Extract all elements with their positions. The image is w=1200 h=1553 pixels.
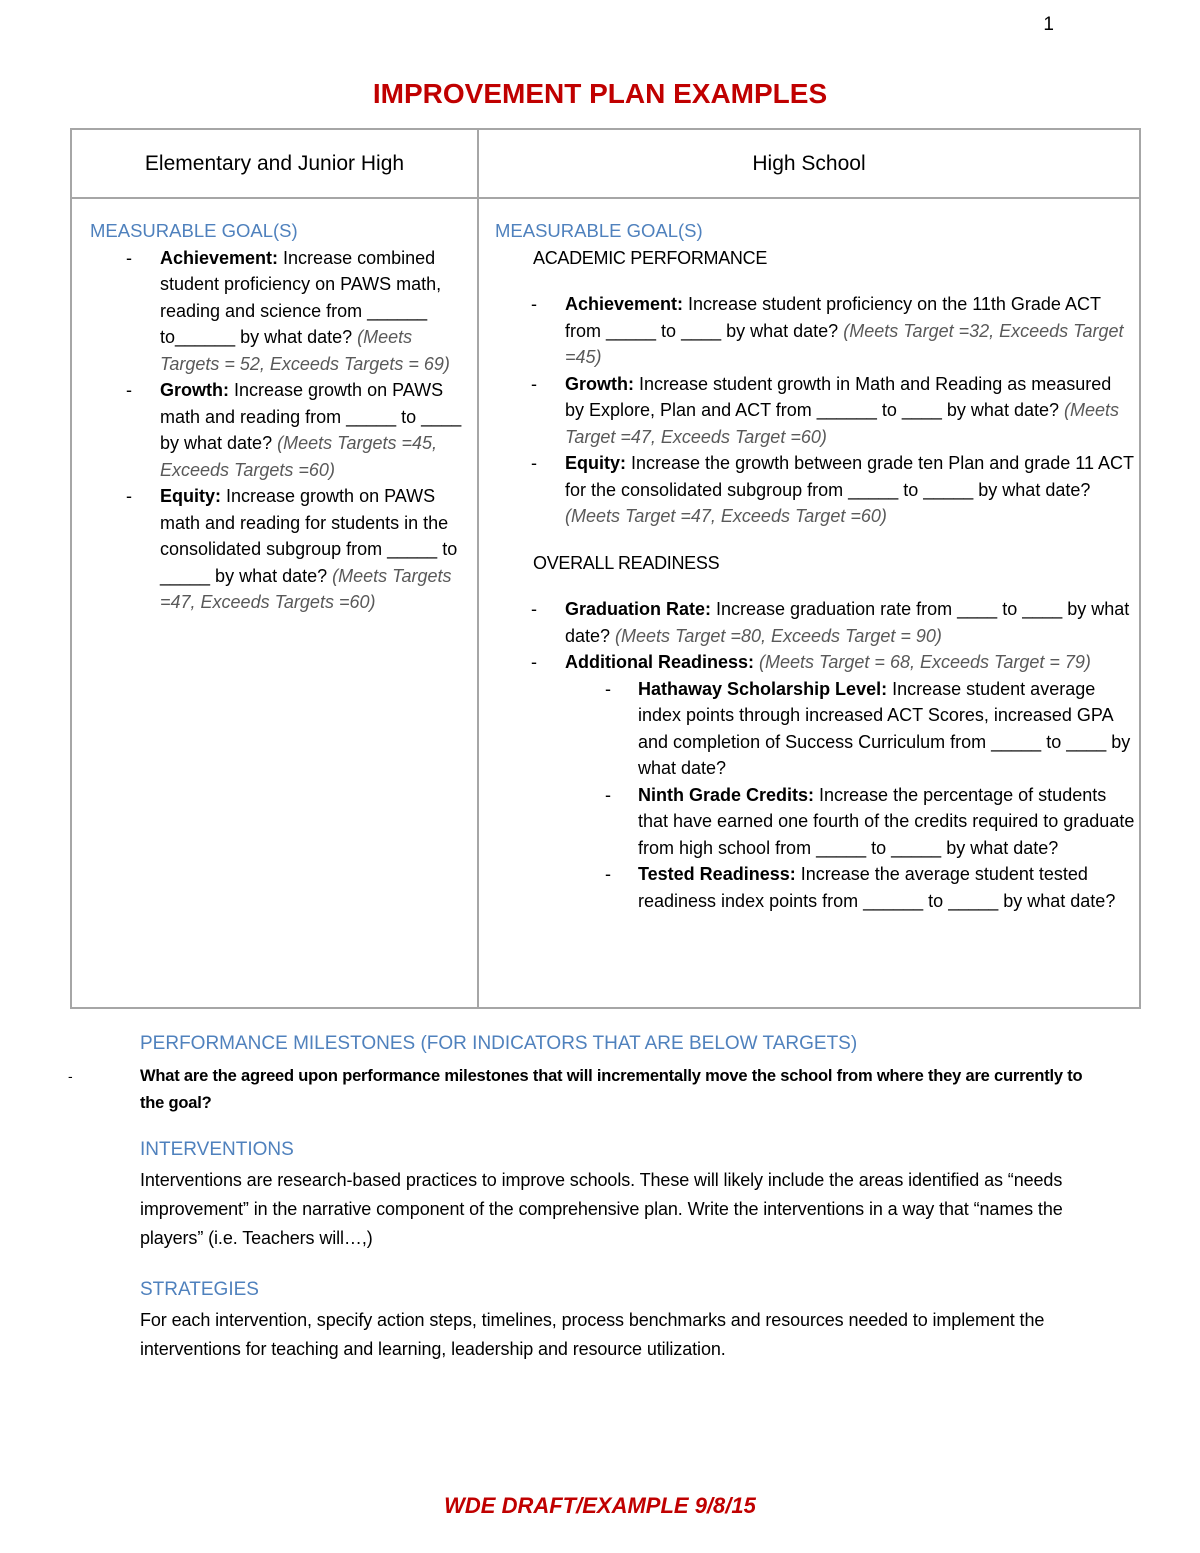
goal-term: Graduation Rate: [565,599,712,619]
column-header-elementary: Elementary and Junior High [144,152,405,175]
target-note: (Meets Targets =47, Exceeds Targets =60) [160,565,452,612]
target-note: (Meets Target =32, Exceeds Target =45) [565,320,1124,367]
goal-text: Increase student growth in Math and Reading as measured by Explore, Plan and ACT from ______ to ____ by what date? [565,373,1112,420]
overall-readiness-label: OVERALL READINESS [533,552,720,573]
footer-draft-label: WDE DRAFT/EXAMPLE 9/8/15 [444,1493,756,1518]
interventions-text: Interventions are research-based practices to improve schools. These will likely include the areas identified as “needs improvement” in the narrative component of the comprehensive plan. Write the interventions in a way that “names the players” (i.e. Teachers will…,) [140,1170,1063,1248]
goal-item [495,782,1135,862]
target-note: (Meets Target =47, Exceeds Target =60) [565,506,887,526]
goal-item [495,291,1135,371]
goal-item [495,649,1135,676]
goal-item [495,450,1135,530]
goal-term: Equity: [160,486,221,506]
target-note: (Meets Target =47, Exceeds Target =60) [565,400,1120,447]
page-number: 1 [1043,14,1054,35]
goal-text: Increase student proficiency on the 11th Grade ACT from _____ to ____ by what date? [565,294,1101,341]
target-note: (Meets Targets =45, Exceeds Targets =60) [160,433,438,480]
goal-term: Achievement: [160,247,279,268]
target-note: (Meets Target =80, Exceeds Target = 90) [615,625,942,646]
interventions-heading: INTERVENTIONS [140,1139,294,1160]
goal-term: Hathaway Scholarship Level: [638,678,888,699]
goal-term: Equity: [565,453,626,473]
readiness-goal-list [495,596,1135,676]
goal-item [90,377,466,483]
goal-text: Increase student average index points through increased ACT Scores, increased GPA and completion of Success Curriculum from _____ to ____ by what date? [638,678,1131,778]
goal-item [495,861,1135,914]
goal-text: Increase combined student proficiency on PAWS math, reading and science from ______ to______ by what date? [160,247,442,347]
goal-text: Increase growth on PAWS math and reading from _____ to ____ by what date? [160,380,462,453]
goal-item [90,245,466,378]
strategies-text: For each intervention, specify action steps, timelines, process benchmarks and resources needed to implement the interventions for teaching and learning, leadership and resource utilization. [140,1310,1045,1359]
goal-heading: MEASURABLE GOAL(S) [90,220,298,241]
improvement-plan-table [70,128,1141,1009]
goal-text: Increase the growth between grade ten Plan and grade 11 ACT for the consolidated subgroup from _____ to _____ by what date? [565,453,1134,500]
milestones-section [140,1033,1100,1055]
milestones-text: What are the agreed upon performance milestones that will incrementally move the school from where they are currently to the goal? [140,1067,1083,1112]
goal-text: Increase the average student tested readiness index points from ______ to _____ by what date? [638,864,1116,911]
table-header-row [72,130,1139,199]
target-note: (Meets Target = 68, Exceeds Target = 79) [759,652,1091,672]
goal-term: Achievement: [565,294,684,314]
page-title: IMPROVEMENT PLAN EXAMPLES [372,78,828,109]
goal-text: Increase growth on PAWS math and reading for students in the consolidated subgroup from _____ to _____ by what date? [160,486,458,586]
milestones-heading: PERFORMANCE MILESTONES (FOR INDICATORS THAT ARE BELOW TARGETS) [140,1033,858,1054]
goal-text: Increase graduation rate from ____ to ____ by what date? [565,599,1130,646]
goal-term: Tested Readiness: [638,864,796,884]
strategies-section [140,1279,1100,1364]
strategies-heading: STRATEGIES [140,1279,259,1300]
goal-heading: MEASURABLE GOAL(S) [495,220,703,241]
high-school-goals-cell [495,199,1135,1007]
goal-term: Growth: [565,373,634,394]
elementary-goals-cell [90,199,466,1007]
academic-goal-list [495,291,1135,530]
goal-item [495,371,1135,451]
interventions-section [140,1139,1100,1253]
academic-performance-label: ACADEMIC PERFORMANCE [533,247,768,268]
goal-term: Additional Readiness: [565,652,755,672]
milestone-bullet: - [68,1068,73,1084]
readiness-sub-list [495,676,1135,915]
elementary-goal-list [90,245,466,616]
goal-text: Increase the percentage of students that have earned one fourth of the credits required to graduate from high school from _____ to _____ by what date? [638,784,1135,858]
goal-term: Ninth Grade Credits: [638,784,815,805]
column-header-high-school: High School [752,152,866,175]
goal-item [495,596,1135,649]
goal-item [90,483,466,616]
target-note: (Meets Targets = 52, Exceeds Targets = 69) [160,327,450,374]
column-divider [477,130,479,1007]
goal-item [495,676,1135,782]
goal-term: Growth: [160,380,229,400]
